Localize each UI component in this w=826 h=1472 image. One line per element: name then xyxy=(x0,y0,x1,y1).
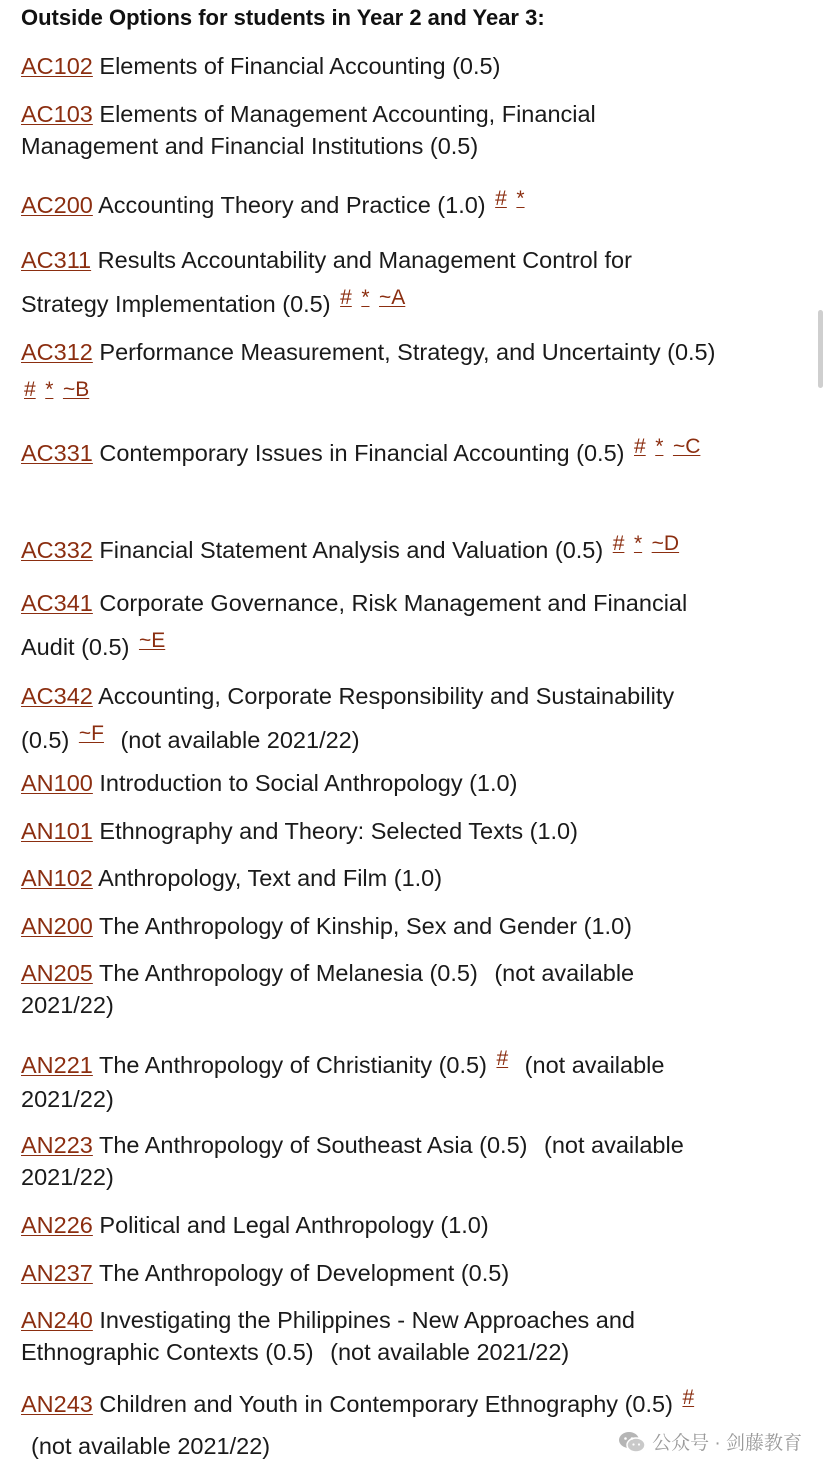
course-code-link[interactable]: AN102 xyxy=(21,865,93,891)
course-code-link[interactable]: AN205 xyxy=(21,960,93,986)
course-title: Children and Youth in Contemporary Ethnography (0.5) xyxy=(99,1391,673,1417)
course-title: Performance Measurement, Strategy, and Uncertainty (0.5) xyxy=(99,339,716,365)
course-entry xyxy=(21,1257,721,1289)
course-note-link[interactable]: # xyxy=(496,1047,509,1070)
course-entry xyxy=(21,581,721,671)
course-entry xyxy=(21,767,721,799)
course-entry xyxy=(21,1304,721,1368)
availability-note: (not available 2021/22) xyxy=(21,1132,684,1190)
course-code-link[interactable]: AN221 xyxy=(21,1052,93,1078)
course-code-link[interactable]: AC342 xyxy=(21,683,93,709)
course-note-link[interactable]: # xyxy=(495,187,507,210)
course-entry xyxy=(21,1384,711,1466)
course-note-link[interactable]: # xyxy=(340,286,352,309)
course-code-link[interactable]: AN101 xyxy=(21,818,93,844)
course-entry xyxy=(21,1209,721,1241)
course-code-link[interactable]: AN100 xyxy=(21,770,93,796)
course-title: The Anthropology of Kinship, Sex and Gender (1.0) xyxy=(98,913,632,939)
course-title: Ethnography and Theory: Selected Texts (1.0) xyxy=(99,818,578,844)
course-entry xyxy=(21,534,721,568)
course-entry xyxy=(21,330,721,420)
course-entry xyxy=(21,238,721,328)
course-title: The Anthropology of Christianity (0.5) xyxy=(98,1052,487,1078)
course-code-link[interactable]: AN240 xyxy=(21,1307,93,1333)
course-note-link[interactable]: * xyxy=(361,286,370,309)
availability-note: (not available 2021/22) xyxy=(120,727,360,753)
course-code-link[interactable]: AC103 xyxy=(21,101,93,127)
course-title: Investigating the Philippines - New Approaches and Ethnographic Contexts (0.5) xyxy=(21,1307,636,1365)
course-note-link[interactable]: ~B xyxy=(62,378,90,401)
course-entry xyxy=(21,50,721,82)
course-note-link[interactable]: ~A xyxy=(379,286,406,309)
course-entry xyxy=(21,862,721,894)
course-title: Results Accountability and Management Control for Strategy Implementation (0.5) xyxy=(21,247,632,317)
availability-note: (not available 2021/22) xyxy=(21,960,635,1018)
course-code-link[interactable]: AN243 xyxy=(21,1391,93,1417)
course-entry xyxy=(21,674,721,764)
course-code-link[interactable]: AC332 xyxy=(21,537,93,563)
course-code-link[interactable]: AN237 xyxy=(21,1260,93,1286)
course-note-link[interactable]: # xyxy=(612,532,625,555)
availability-note: (not available 2021/22) xyxy=(330,1339,570,1365)
course-note-link[interactable]: * xyxy=(516,187,525,210)
course-title: Contemporary Issues in Financial Accounting (0.5) xyxy=(99,440,625,466)
page-title: Outside Options for students in Year 2 and Year 3: xyxy=(21,5,545,30)
course-note-link[interactable]: # xyxy=(634,435,646,458)
course-entry xyxy=(21,98,721,162)
course-note-link[interactable]: ~D xyxy=(651,532,680,555)
availability-note: (not available 2021/22) xyxy=(31,1433,271,1459)
course-entry xyxy=(21,189,721,223)
course-note-link[interactable]: * xyxy=(655,435,664,458)
course-title: The Anthropology of Southeast Asia (0.5) xyxy=(98,1132,528,1158)
course-entry xyxy=(21,910,721,942)
course-code-link[interactable]: AN200 xyxy=(21,913,93,939)
course-title: Political and Legal Anthropology (1.0) xyxy=(99,1212,489,1238)
course-note-link[interactable]: * xyxy=(633,532,643,555)
course-code-link[interactable]: AC312 xyxy=(21,339,93,365)
course-entry xyxy=(21,815,721,847)
course-code-link[interactable]: AC102 xyxy=(21,53,93,79)
course-code-link[interactable]: AN223 xyxy=(21,1132,93,1158)
course-title: Financial Statement Analysis and Valuation (0.5) xyxy=(99,537,604,563)
course-code-link[interactable]: AC341 xyxy=(21,590,93,616)
course-code-link[interactable]: AN226 xyxy=(21,1212,93,1238)
watermark xyxy=(618,1428,802,1455)
availability-note: (not available 2021/22) xyxy=(21,1052,665,1112)
course-title: Anthropology, Text and Film (1.0) xyxy=(98,865,443,891)
course-entry xyxy=(21,957,721,1021)
course-entry xyxy=(21,1129,721,1193)
course-title: Elements of Management Accounting, Financial Management and Financial Institutions (0.5) xyxy=(21,101,596,159)
course-title: Elements of Financial Accounting (0.5) xyxy=(99,53,501,79)
course-title: Introduction to Social Anthropology (1.0) xyxy=(99,770,518,796)
course-code-link[interactable]: AC200 xyxy=(21,192,93,218)
course-code-link[interactable]: AC331 xyxy=(21,440,93,466)
course-title: Accounting Theory and Practice (1.0) xyxy=(98,192,486,218)
course-entry xyxy=(21,435,721,473)
course-title: The Anthropology of Development (0.5) xyxy=(98,1260,510,1286)
wechat-icon xyxy=(618,1431,646,1453)
course-note-link[interactable]: # xyxy=(682,1386,695,1409)
course-note-link[interactable]: * xyxy=(45,378,54,401)
course-title: Accounting, Corporate Responsibility and Sustainability (0.5) xyxy=(21,683,675,753)
course-note-link[interactable]: ~E xyxy=(138,629,166,652)
course-note-link[interactable]: # xyxy=(24,378,36,401)
course-title: The Anthropology of Melanesia (0.5) xyxy=(98,960,478,986)
course-title: Corporate Governance, Risk Management and Financial Audit (0.5) xyxy=(21,590,688,660)
course-note-link[interactable]: ~C xyxy=(672,435,701,458)
scrollbar-thumb[interactable] xyxy=(818,310,823,388)
course-entry xyxy=(21,1049,721,1115)
course-code-link[interactable]: AC311 xyxy=(21,247,92,273)
course-note-link[interactable]: ~F xyxy=(78,722,104,745)
watermark-text: 公众号 · 剑藤教育 xyxy=(652,1433,802,1454)
